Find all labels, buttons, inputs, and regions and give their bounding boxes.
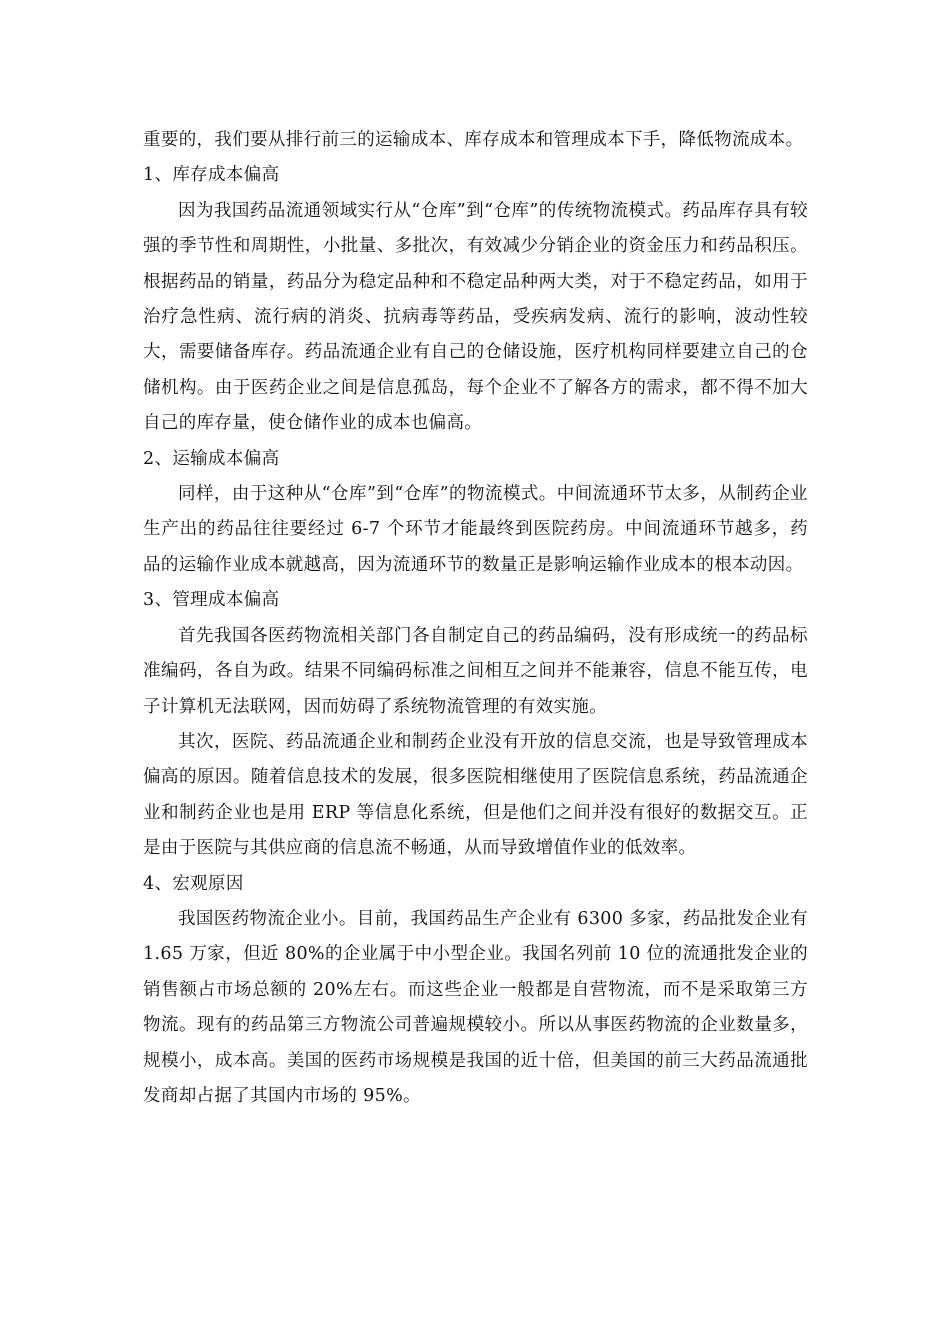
paragraph-management-cost-coding: 首先我国各医药物流相关部门各自制定自己的药品编码，没有形成统一的药品标准编码，各自为政。结果不同编码标准之间相互之间并不能兼容，信息不能互传，电子计算机无法联网，因而妨碍了系统物流管理的有效实施。 xyxy=(143,625,808,717)
section-heading-macro-reasons: 4、宏观原因 xyxy=(143,873,244,894)
paragraph-intro: 重要的，我们要从排行前三的运输成本、库存成本和管理成本下手，降低物流成本。 xyxy=(143,130,804,150)
paragraph-transport-cost: 同样，由于这种从“仓库”到“仓库”的物流模式。中间流通环节太多，从制药企业生产出的药品往往要经过 6-7 个环节才能最终到医院药房。中间流通环节越多，药品的运输作业成本就越高，因为流通环节的数量正是影响运输作业成本的根本动因。 xyxy=(143,484,808,575)
section-heading-management-cost: 3、管理成本偏高 xyxy=(143,590,280,611)
section-heading-transport-cost: 2、运输成本偏高 xyxy=(143,448,280,469)
paragraph-inventory-cost: 因为我国药品流通领域实行从“仓库”到“仓库”的传统物流模式。药品库存具有较强的季节性和周期性，小批量、多批次，有效减少分销企业的资金压力和药品积压。根据药品的销量，药品分为稳定品种和不稳定品种两大类，对于不稳定药品，如用于治疗急性病、流行病的消炎、抗病毒等药品，受疾病发病、流行的影响，波动性较大，需要储备库存。药品流通企业有自己的仓储设施，医疗机构同样要建立自己的仓储机构。由于医药企业之间是信息孤岛，每个企业不了解各方的需求，都不得不加大自己的库存量，使仓储作业的成本也偏高。 xyxy=(143,200,808,434)
section-heading-inventory-cost: 1、库存成本偏高 xyxy=(143,165,280,186)
paragraph-macro-reasons: 我国医药物流企业小。目前，我国药品生产企业有 6300 多家，药品批发企业有 1.65 万家，但近 80%的企业属于中小型企业。我国名列前 10 位的流通批发企业的销售额占市场总额的 20%左右。而这些企业一般都是自营物流，而不是采取第三方物流。现有的药品第三方物流公司普遍规模较小。所以从事医药物流的企业数量多，规模小，成本高。美国的医药市场规模是我国的近十倍，但美国的前三大药品流通批发商却占据了其国内市场的 95%。 xyxy=(143,908,808,1106)
paragraph-management-cost-information: 其次，医院、药品流通企业和制药企业没有开放的信息交流，也是导致管理成本偏高的原因。随着信息技术的发展，很多医院相继使用了医院信息系统，药品流通企业和制药企业也是用 ERP 等信息化系统，但是他们之间并没有很好的数据交互。正是由于医院与其供应商的信息流不畅通，从而导致增值作业的低效率。 xyxy=(143,731,808,859)
document-body xyxy=(143,123,808,1114)
